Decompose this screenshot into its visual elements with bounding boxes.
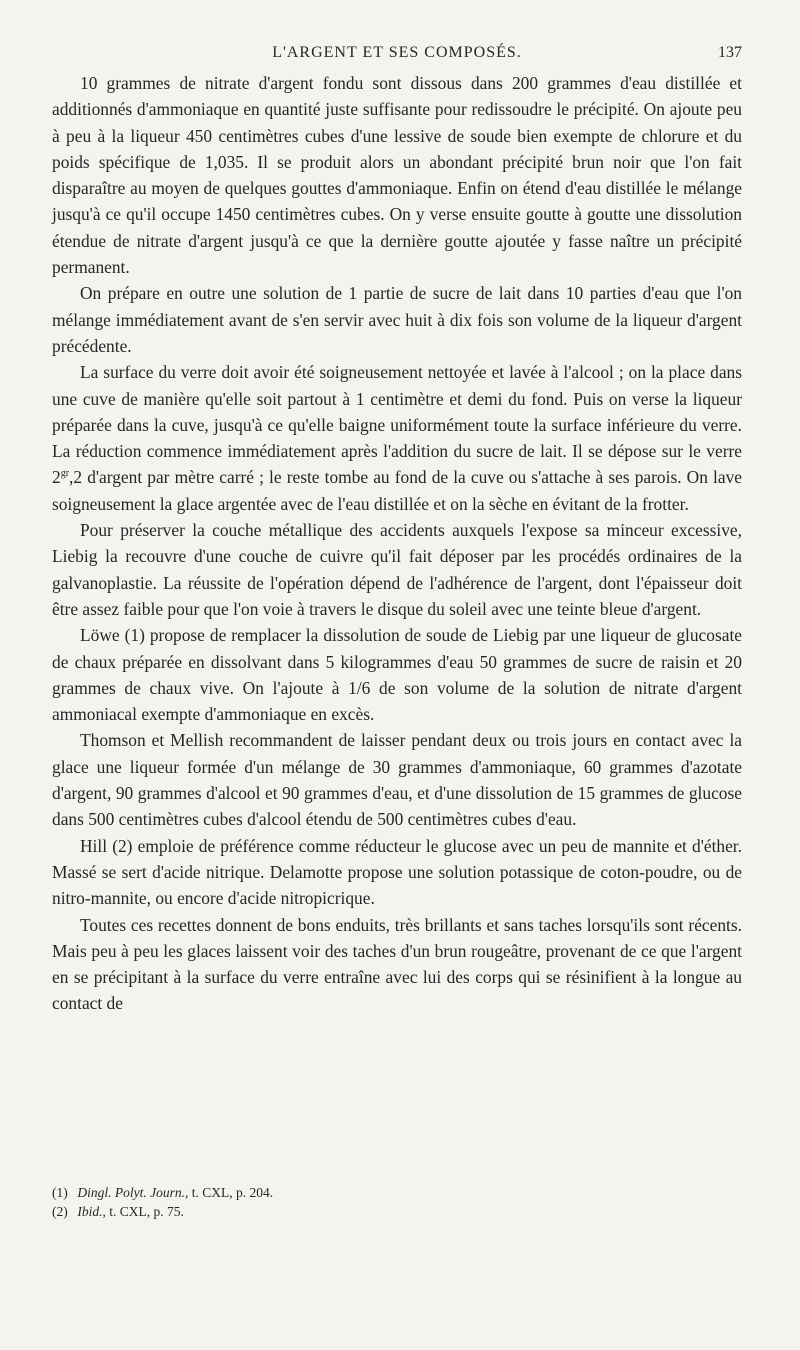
paragraph: On prépare en outre une solution de 1 partie de sucre de lait dans 10 parties d'eau que l'on mélange immédiatement avant de s'en servir avec huit à dix fois son volume de la liqueur d'argent précédente.	[52, 283, 742, 356]
footnote-reference: , t. CXL, p. 75.	[102, 1204, 184, 1219]
footnote-source: Ibid.	[77, 1204, 103, 1219]
paragraph: Hill (2) emploie de préférence comme réducteur le glucose avec un peu de mannite et d'éther. Massé se sert d'acide nitrique. Delamotte propose une solution potassique de coton-poudre, ou de nitro-mannite, ou encore d'acide nitropicrique.	[52, 835, 742, 909]
unit-superscript: gr	[60, 468, 70, 480]
running-title: L'ARGENT ET SES COMPOSÉS.	[272, 44, 522, 61]
paragraph: Thomson et Mellish recommandent de laisser pendant deux ou trois jours en contact avec la glace une liqueur formée d'un mélange de 30 grammes d'ammoniaque, 60 grammes d'azotate d'argent, 90 grammes d'alcool et 90 grammes d'eau, et d'une dissolution de 15 grammes de glucose dans 500 centimètres cubes d'alcool étendu de 500 centimètres cubes d'eau.	[52, 730, 742, 830]
footnotes	[52, 1183, 742, 1221]
running-header	[52, 44, 742, 68]
body-text	[52, 70, 742, 1017]
footnote-mark: (1)	[52, 1185, 68, 1200]
footnote-source: Dingl. Polyt. Journ.	[77, 1185, 185, 1200]
paragraph: La surface du verre doit avoir été soigneusement nettoyée et lavée à l'alcool ; on la place dans une cuve de manière qu'elle soit partout à 1 centimètre et demi du fond. Puis on verse la liqueur préparée dans la cuve, jusqu'à ce qu'elle baigne uniformément toute la surface inférieure du verre. La réduction commence immédiatement après l'addition du sucre de lait. Il se dépose sur le verre $2^{gr},2$ d'argent par mètre carré ; le reste tombe au fond de la cuve ou s'attache à ses parois. On lave soigneusement la glace argentée avec de l'eau distillée et on la sèche en évitant de la frotter.	[52, 362, 742, 514]
footnote-mark: (2)	[52, 1204, 68, 1219]
footnote	[52, 1183, 742, 1202]
paragraph: Toutes ces recettes donnent de bons enduits, très brillants et sans taches lorsqu'ils sont récents. Mais peu à peu les glaces laissent voir des taches d'un brun rougeâtre, provenant de ce que l'argent en se précipitant à la surface du verre entraîne avec lui des corps qui se résinifient à la longue au contact de	[52, 914, 742, 1014]
page-number: 137	[718, 44, 742, 61]
footnote	[52, 1202, 742, 1221]
paragraph: Löwe (1) propose de remplacer la dissolution de soude de Liebig par une liqueur de glucosate de chaux préparée en dissolvant dans 5 kilogrammes d'eau 50 grammes de sucre de raisin et 20 grammes de chaux vive. On l'ajoute à 1/6 de son volume de la solution de nitrate d'argent ammoniacal exempte d'ammoniaque en excès.	[52, 625, 742, 725]
footnote-reference: , t. CXL, p. 204.	[185, 1185, 274, 1200]
paragraph: 10 grammes de nitrate d'argent fondu sont dissous dans 200 grammes d'eau distillée et additionnés d'ammoniaque en quantité juste suffisante pour redissoudre le précipité. On ajoute peu à peu à la liqueur 450 centimètres cubes d'une lessive de soude bien exempte de chlorure et du poids spécifique de 1,035. Il se produit alors un abondant précipité brun noir que l'on fait disparaître au moyen de quelques gouttes d'ammoniaque. Enfin on étend d'eau distillée le mélange jusqu'à ce qu'il occupe 1450 centimètres cubes. On y verse ensuite goutte à goutte une dissolution étendue de nitrate d'argent jusqu'à ce que la dernière goutte ajoutée y fasse naître un précipité permanent.	[52, 73, 742, 278]
paragraph: Pour préserver la couche métallique des accidents auxquels l'expose sa minceur excessive, Liebig la recouvre d'une couche de cuivre qu'il fait déposer par les procédés ordinaires de la galvanoplastie. La réussite de l'opération dépend de l'adhérence de l'argent, dont l'épaisseur doit être assez faible pour que l'on voie à travers le disque du soleil avec une teinte bleue d'argent.	[52, 520, 742, 619]
